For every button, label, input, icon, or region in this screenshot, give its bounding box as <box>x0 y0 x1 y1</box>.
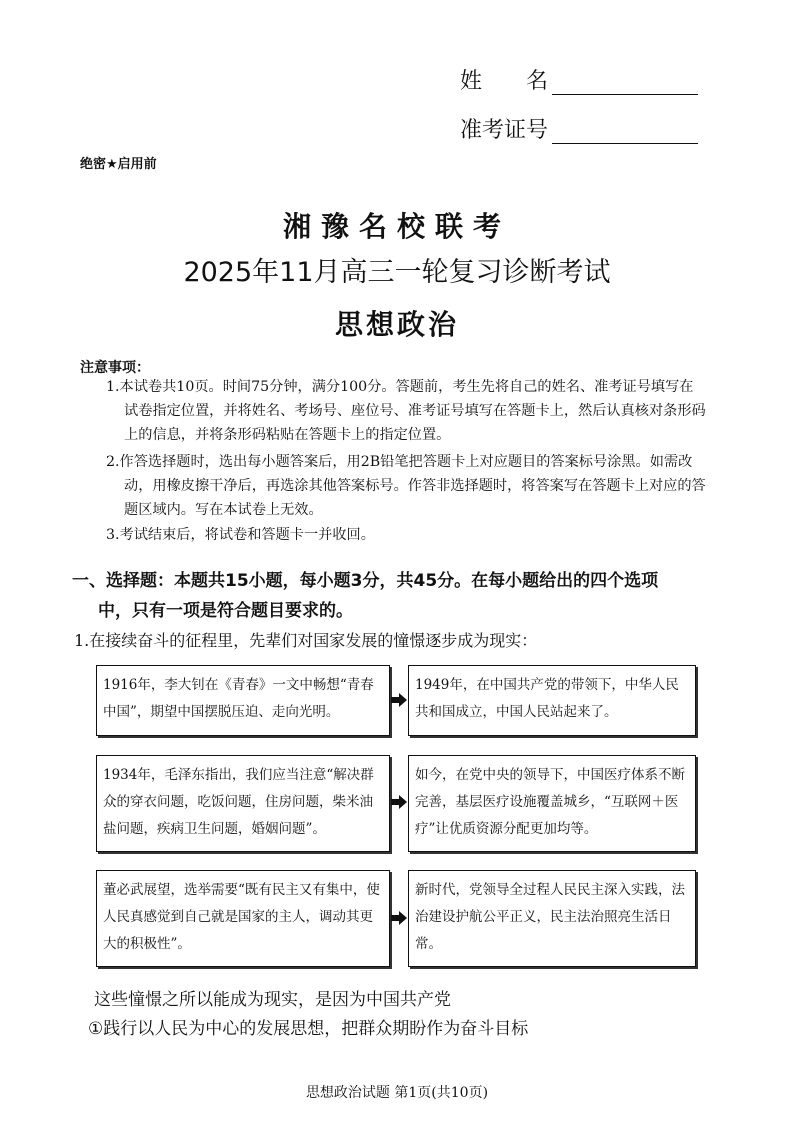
subject-title: 思想政治 <box>334 308 459 341</box>
timeline-box-right-1: 1949年，在中国共产党的带领下，中华人民共和国成立，中国人民站起来了。 <box>408 665 696 736</box>
page-footer: 思想政治试题 第1页(共10页) <box>305 1085 489 1101</box>
name-input-line[interactable] <box>552 70 698 95</box>
secret-mark: 绝密★启用前 <box>80 157 157 172</box>
timeline-box-right-3: 新时代，党领导全过程人民民主深入实践，法治建设护航公平正义，民主法治照亮生活日常。 <box>408 870 696 967</box>
exam-id-input-line[interactable] <box>552 119 698 144</box>
question-1-stem: 1.在接续奋斗的征程里，先辈们对国家发展的憧憬逐步成为现实： <box>74 631 538 650</box>
name-field-row <box>460 64 698 95</box>
arrow-right-icon <box>391 911 407 925</box>
question-1-option-1: ①践行以人民为中心的发展思想，把群众期盼作为奋斗目标 <box>88 1019 529 1039</box>
timeline-box-right-2: 如今，在党中央的领导下，中国医疗体系不断完善，基层医疗设施覆盖城乡，“互联网＋医疗”让优质资源分配更加均等。 <box>408 755 696 852</box>
note-item-3: 3.考试结束后，将试卷和答题卡一并收回。 <box>106 527 375 543</box>
section-heading <box>72 566 712 626</box>
arrow-right-icon <box>391 693 407 707</box>
section-heading-line1: 一、选择题：本题共15小题，每小题3分，共45分。在每小题给出的四个选项 <box>72 571 659 591</box>
notes-title: 注意事项： <box>80 360 150 376</box>
timeline-box-left-3: 董必武展望，选举需要“既有民主又有集中，使人民真感觉到自己就是国家的主人，调动其更大的积极性”。 <box>96 870 390 967</box>
timeline-box-left-1: 1916年，李大钊在《青春》一文中畅想“青春中国”，期望中国摆脱压迫、走向光明。 <box>96 665 390 736</box>
section-heading-line2: 中，只有一项是符合题目要求的。 <box>98 601 353 621</box>
exam-name-title: 2025年11月高三一轮复习诊断考试 <box>183 257 611 288</box>
timeline-box-left-2: 1934年，毛泽东指出，我们应当注意“解决群众的穿衣问题，吃饭问题，住房问题，柴米油盐问题，疾病卫生问题，婚姻问题”。 <box>96 755 390 852</box>
question-1-conclusion: 这些憧憬之所以能成为现实，是因为中国共产党 <box>94 990 451 1010</box>
note-item-1: 1.本试卷共10页。时间75分钟，满分100分。答题前，考生先将自己的姓名、准考证号填写在试卷指定位置，并将姓名、考场号、座位号、准考证号填写在答题卡上，然后认真核对条形码上的信息，并将条形码粘贴在答题卡上的指定位置。 <box>106 379 706 443</box>
exam-alliance-title: 湘豫名校联考 <box>282 210 511 243</box>
note-item-2: 2.作答选择题时，选出每小题答案后，用2B铅笔把答题卡上对应题目的答案标号涂黑。如需改动，用橡皮擦干净后，再选涂其他答案标号。作答非选择题时，将答案写在答题卡上对应的答题区域内。写在本试卷上无效。 <box>106 454 706 518</box>
name-label: 姓 名 <box>460 69 549 94</box>
arrow-right-icon <box>391 795 407 809</box>
exam-id-label: 准考证号 <box>460 118 549 143</box>
exam-id-field-row <box>460 113 698 144</box>
